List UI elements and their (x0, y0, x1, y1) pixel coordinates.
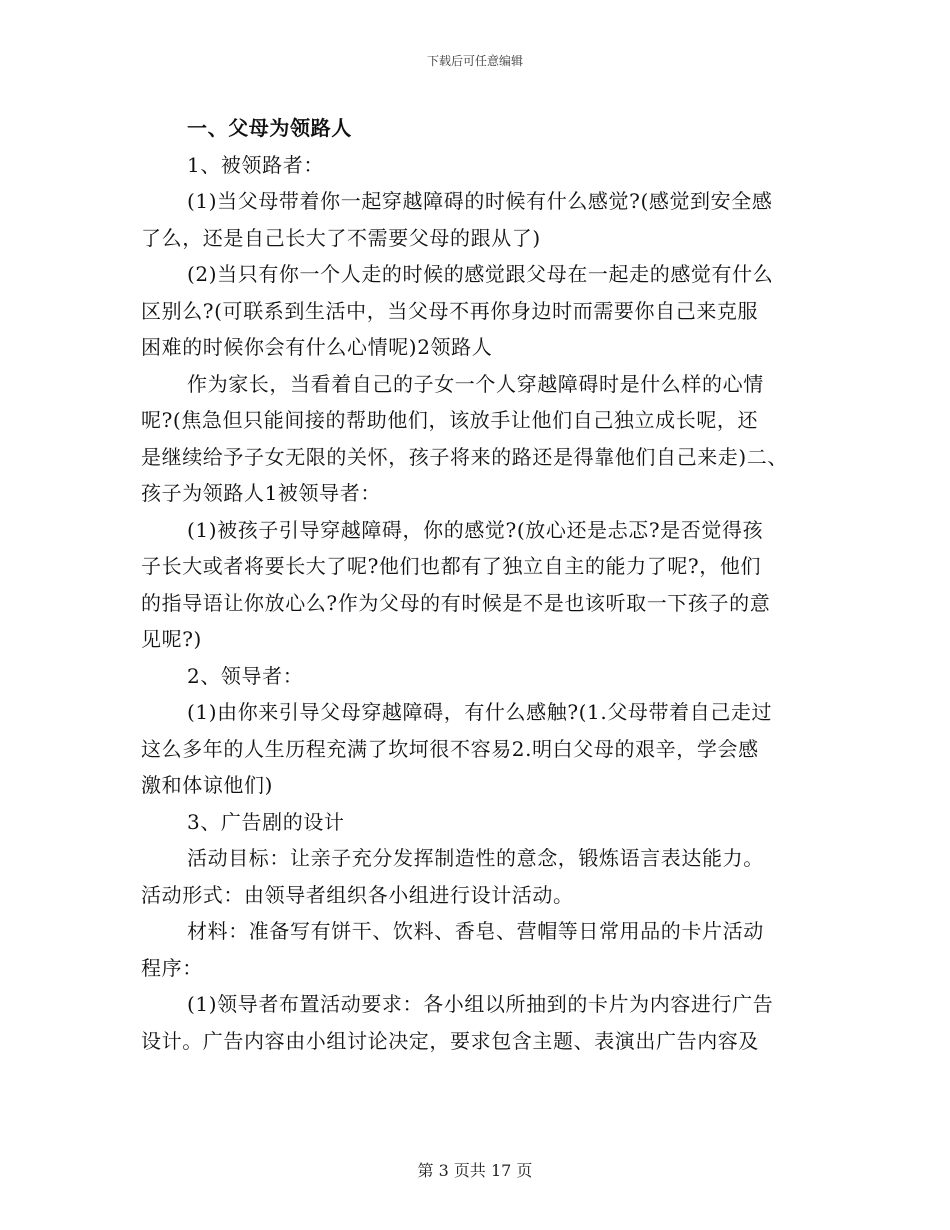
text-line: 3、广告剧的设计 (187, 809, 345, 834)
text-line: 的指导语让你放心么?作为父母的有时候是不是也该听取一下孩子的意 (141, 590, 771, 615)
text-line: 困难的时候你会有什么心情呢)2领路人 (141, 335, 493, 359)
text-line: (1)被孩子引导穿越障碍，你的感觉?(放心还是忐忑?是否觉得孩 (187, 517, 764, 542)
text-line: 激和体谅他们) (141, 773, 274, 797)
text-line: 作为家长，当看着自己的子女一个人穿越障碍时是什么样的心情 (187, 371, 764, 396)
document-body (141, 110, 806, 1059)
text-line: 是继续给予子女无限的关怀，孩子将来的路还是得靠他们自己来走)二、 (141, 444, 789, 469)
text-line: 1、被领路者： (187, 152, 324, 177)
text-line: 见呢?) (141, 627, 202, 651)
text-line: (1)由你来引导父母穿越障碍，有什么感触?(1.父母带着自己走过 (187, 700, 773, 724)
text-line: (2)当只有你一个人走的时候的感觉跟父母在一起走的感觉有什么 (187, 262, 774, 286)
text-line: 2、领导者： (187, 663, 304, 688)
text-line: 区别么?(可联系到生活中，当父母不再你身边时而需要你自己来克服 (141, 298, 759, 323)
text-line: 设计。广告内容由小组讨论决定，要求包含主题、表演出广告内容及 (141, 1028, 759, 1053)
page-header: 下载后可任意编辑 (426, 54, 523, 68)
text-line: (1)领导者布置活动要求：各小组以所抽到的卡片为内容进行广告 (187, 992, 774, 1016)
section-heading: 一、父母为领路人 (187, 116, 352, 140)
page-footer: 第 3 页共 17 页 (417, 1161, 533, 1180)
text-line: 子长大或者将要长大了呢?他们也都有了独立自主的能力了呢?，他们 (141, 554, 762, 578)
text-line: 程序： (141, 955, 203, 980)
text-line: 活动形式：由领导者组织各小组进行设计活动。 (141, 882, 574, 907)
text-line: 材料：准备写有饼干、饮料、香皂、营帽等日常用品的卡片活动 (187, 919, 764, 943)
text-line: 活动目标：让亲子充分发挥制造性的意念，锻炼语言表达能力。 (187, 846, 764, 870)
text-line: 呢?(焦急但只能间接的帮助他们，该放手让他们自己独立成长呢，还 (141, 408, 759, 432)
text-line: (1)当父母带着你一起穿越障碍的时候有什么感觉?(感觉到安全感 (187, 189, 773, 213)
text-line: 了么，还是自己长大了不需要父母的跟从了) (141, 225, 541, 250)
text-line: 这么多年的人生历程充满了坎坷很不容易2.明白父母的艰辛，学会感 (141, 736, 759, 761)
text-line: 孩子为领路人1被领导者： (141, 481, 381, 505)
